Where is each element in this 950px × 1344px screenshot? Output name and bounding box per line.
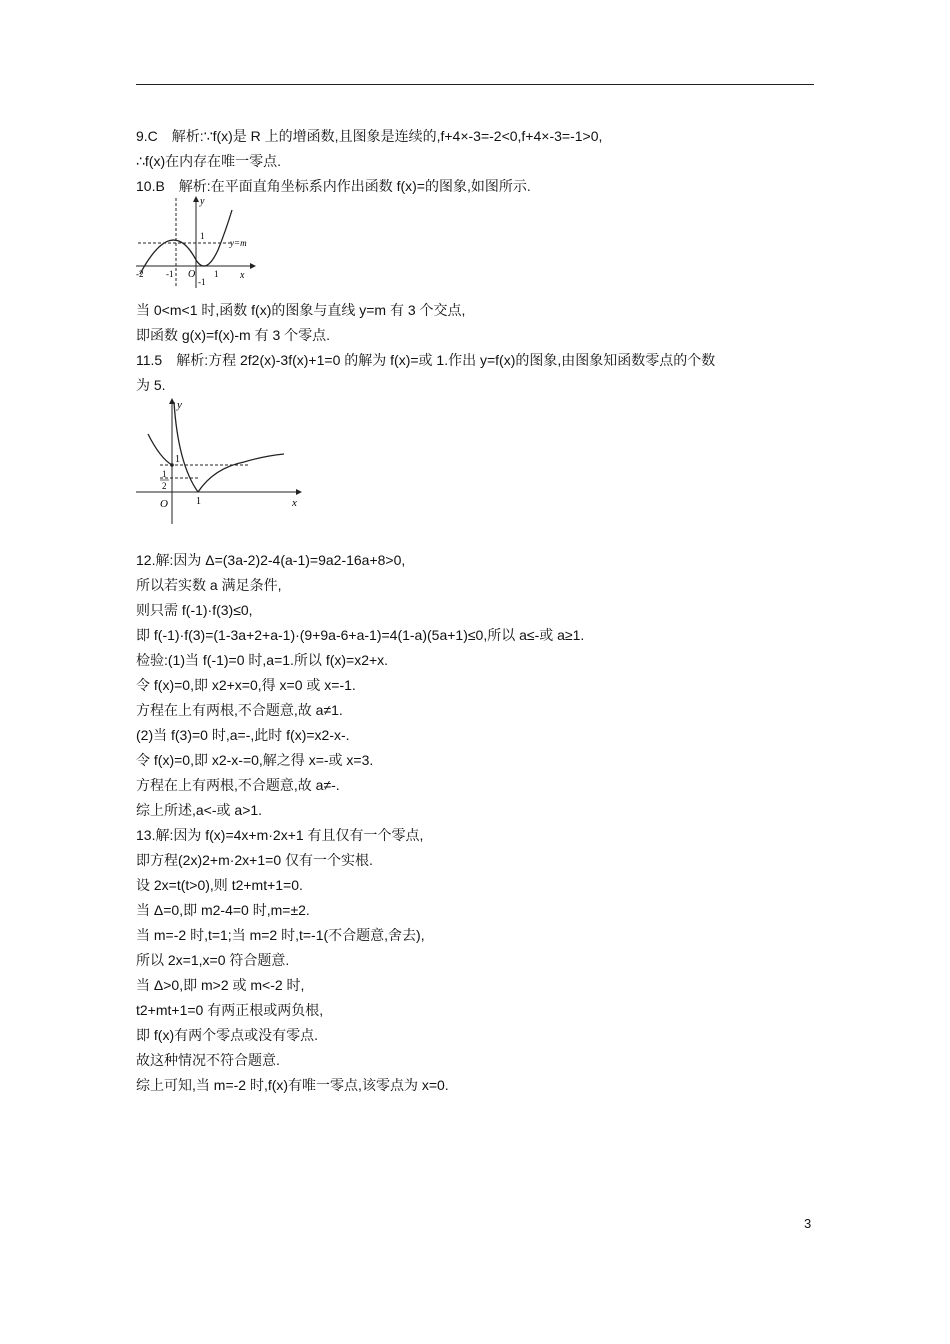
text-line: 12.解:因为 Δ=(3a-2)2-4(a-1)=9a2-16a+8>0, [136, 552, 406, 568]
text-line: 检验:(1)当 f(-1)=0 时,a=1.所以 f(x)=x2+x. [136, 652, 389, 668]
text-line: 当 Δ>0,即 m>2 或 m<-2 时, [136, 977, 305, 993]
y-axis-label: y [177, 399, 182, 411]
page-number: 3 [804, 1216, 812, 1231]
text-line: 令 f(x)=0,即 x2-x-=0,解之得 x=-或 x=3. [136, 752, 374, 768]
tick-label: 1 [175, 454, 180, 465]
figure-11-graph [134, 394, 306, 526]
text-line: 10.B 解析:在平面直角坐标系内作出函数 f(x)=的图象,如图所示. [136, 178, 531, 194]
tick-label: 1 [214, 269, 219, 279]
text-line: 故这种情况不符合题意. [136, 1052, 280, 1068]
tick-label: -1 [166, 269, 174, 279]
text-line: 即 f(x)有两个零点或没有零点. [136, 1027, 318, 1043]
origin-label: O [188, 269, 196, 280]
text-line: 则只需 f(-1)·f(3)≤0, [136, 602, 253, 618]
text-line: 为 5. [136, 377, 166, 393]
text-line: 所以若实数 a 满足条件, [136, 577, 282, 593]
x-axis-label: x [292, 497, 297, 509]
tick-label: 2 [162, 481, 167, 491]
text-line: t2+mt+1=0 有两正根或两负根, [136, 1002, 324, 1018]
text-line: ∴f(x)在内存在唯一零点. [136, 153, 282, 169]
text-line: 当 0<m<1 时,函数 f(x)的图象与直线 y=m 有 3 个交点, [136, 302, 466, 318]
tick-label: 1 [162, 469, 167, 479]
header-rule [136, 84, 814, 85]
text-line: 设 2x=t(t>0),则 t2+mt+1=0. [136, 877, 303, 893]
y-axis-label: y [200, 196, 205, 207]
tick-label: -2 [136, 269, 144, 279]
text-line: 方程在上有两根,不合题意,故 a≠1. [136, 702, 343, 718]
text-line: 令 f(x)=0,即 x2+x=0,得 x=0 或 x=-1. [136, 677, 356, 693]
text-line: 即方程(2x)2+m·2x+1=0 仅有一个实根. [136, 852, 373, 868]
text-line: (2)当 f(3)=0 时,a=-,此时 f(x)=x2-x-. [136, 727, 350, 743]
text-line: 即 f(-1)·f(3)=(1-3a+2+a-1)·(9+9a-6+a-1)=4(1-a)(5a+1)≤0,所以 a≤-或 a≥1. [136, 627, 585, 643]
text-line: 11.5 解析:方程 2f2(x)-3f(x)+1=0 的解为 f(x)=或 1.作出 y=f(x)的图象,由图象知函数零点的个数 [136, 352, 716, 368]
text-line: 综上可知,当 m=-2 时,f(x)有唯一零点,该零点为 x=0. [136, 1077, 449, 1093]
text-line: 9.C 解析:∵f(x)是 R 上的增函数,且图象是连续的,f+4×-3=-2<0,f+4×-3=-1>0, [136, 128, 603, 144]
text-line: 所以 2x=1,x=0 符合题意. [136, 952, 290, 968]
text-line: 13.解:因为 f(x)=4x+m·2x+1 有且仅有一个零点, [136, 827, 424, 843]
text-line: 当 Δ=0,即 m2-4=0 时,m=±2. [136, 902, 310, 918]
line-label: y=m [230, 238, 247, 248]
tick-label: -1 [198, 277, 206, 287]
tick-label: 1 [196, 496, 201, 507]
figure-10-graph [134, 194, 258, 290]
text-line: 方程在上有两根,不合题意,故 a≠-. [136, 777, 340, 793]
tick-label: 1 [200, 231, 205, 241]
text-line: 当 m=-2 时,t=1;当 m=2 时,t=-1(不合题意,舍去), [136, 927, 425, 943]
origin-label: O [160, 498, 168, 510]
text-line: 综上所述,a<-或 a>1. [136, 802, 263, 818]
text-line: 即函数 g(x)=f(x)-m 有 3 个零点. [136, 327, 331, 343]
x-axis-label: x [240, 270, 245, 281]
